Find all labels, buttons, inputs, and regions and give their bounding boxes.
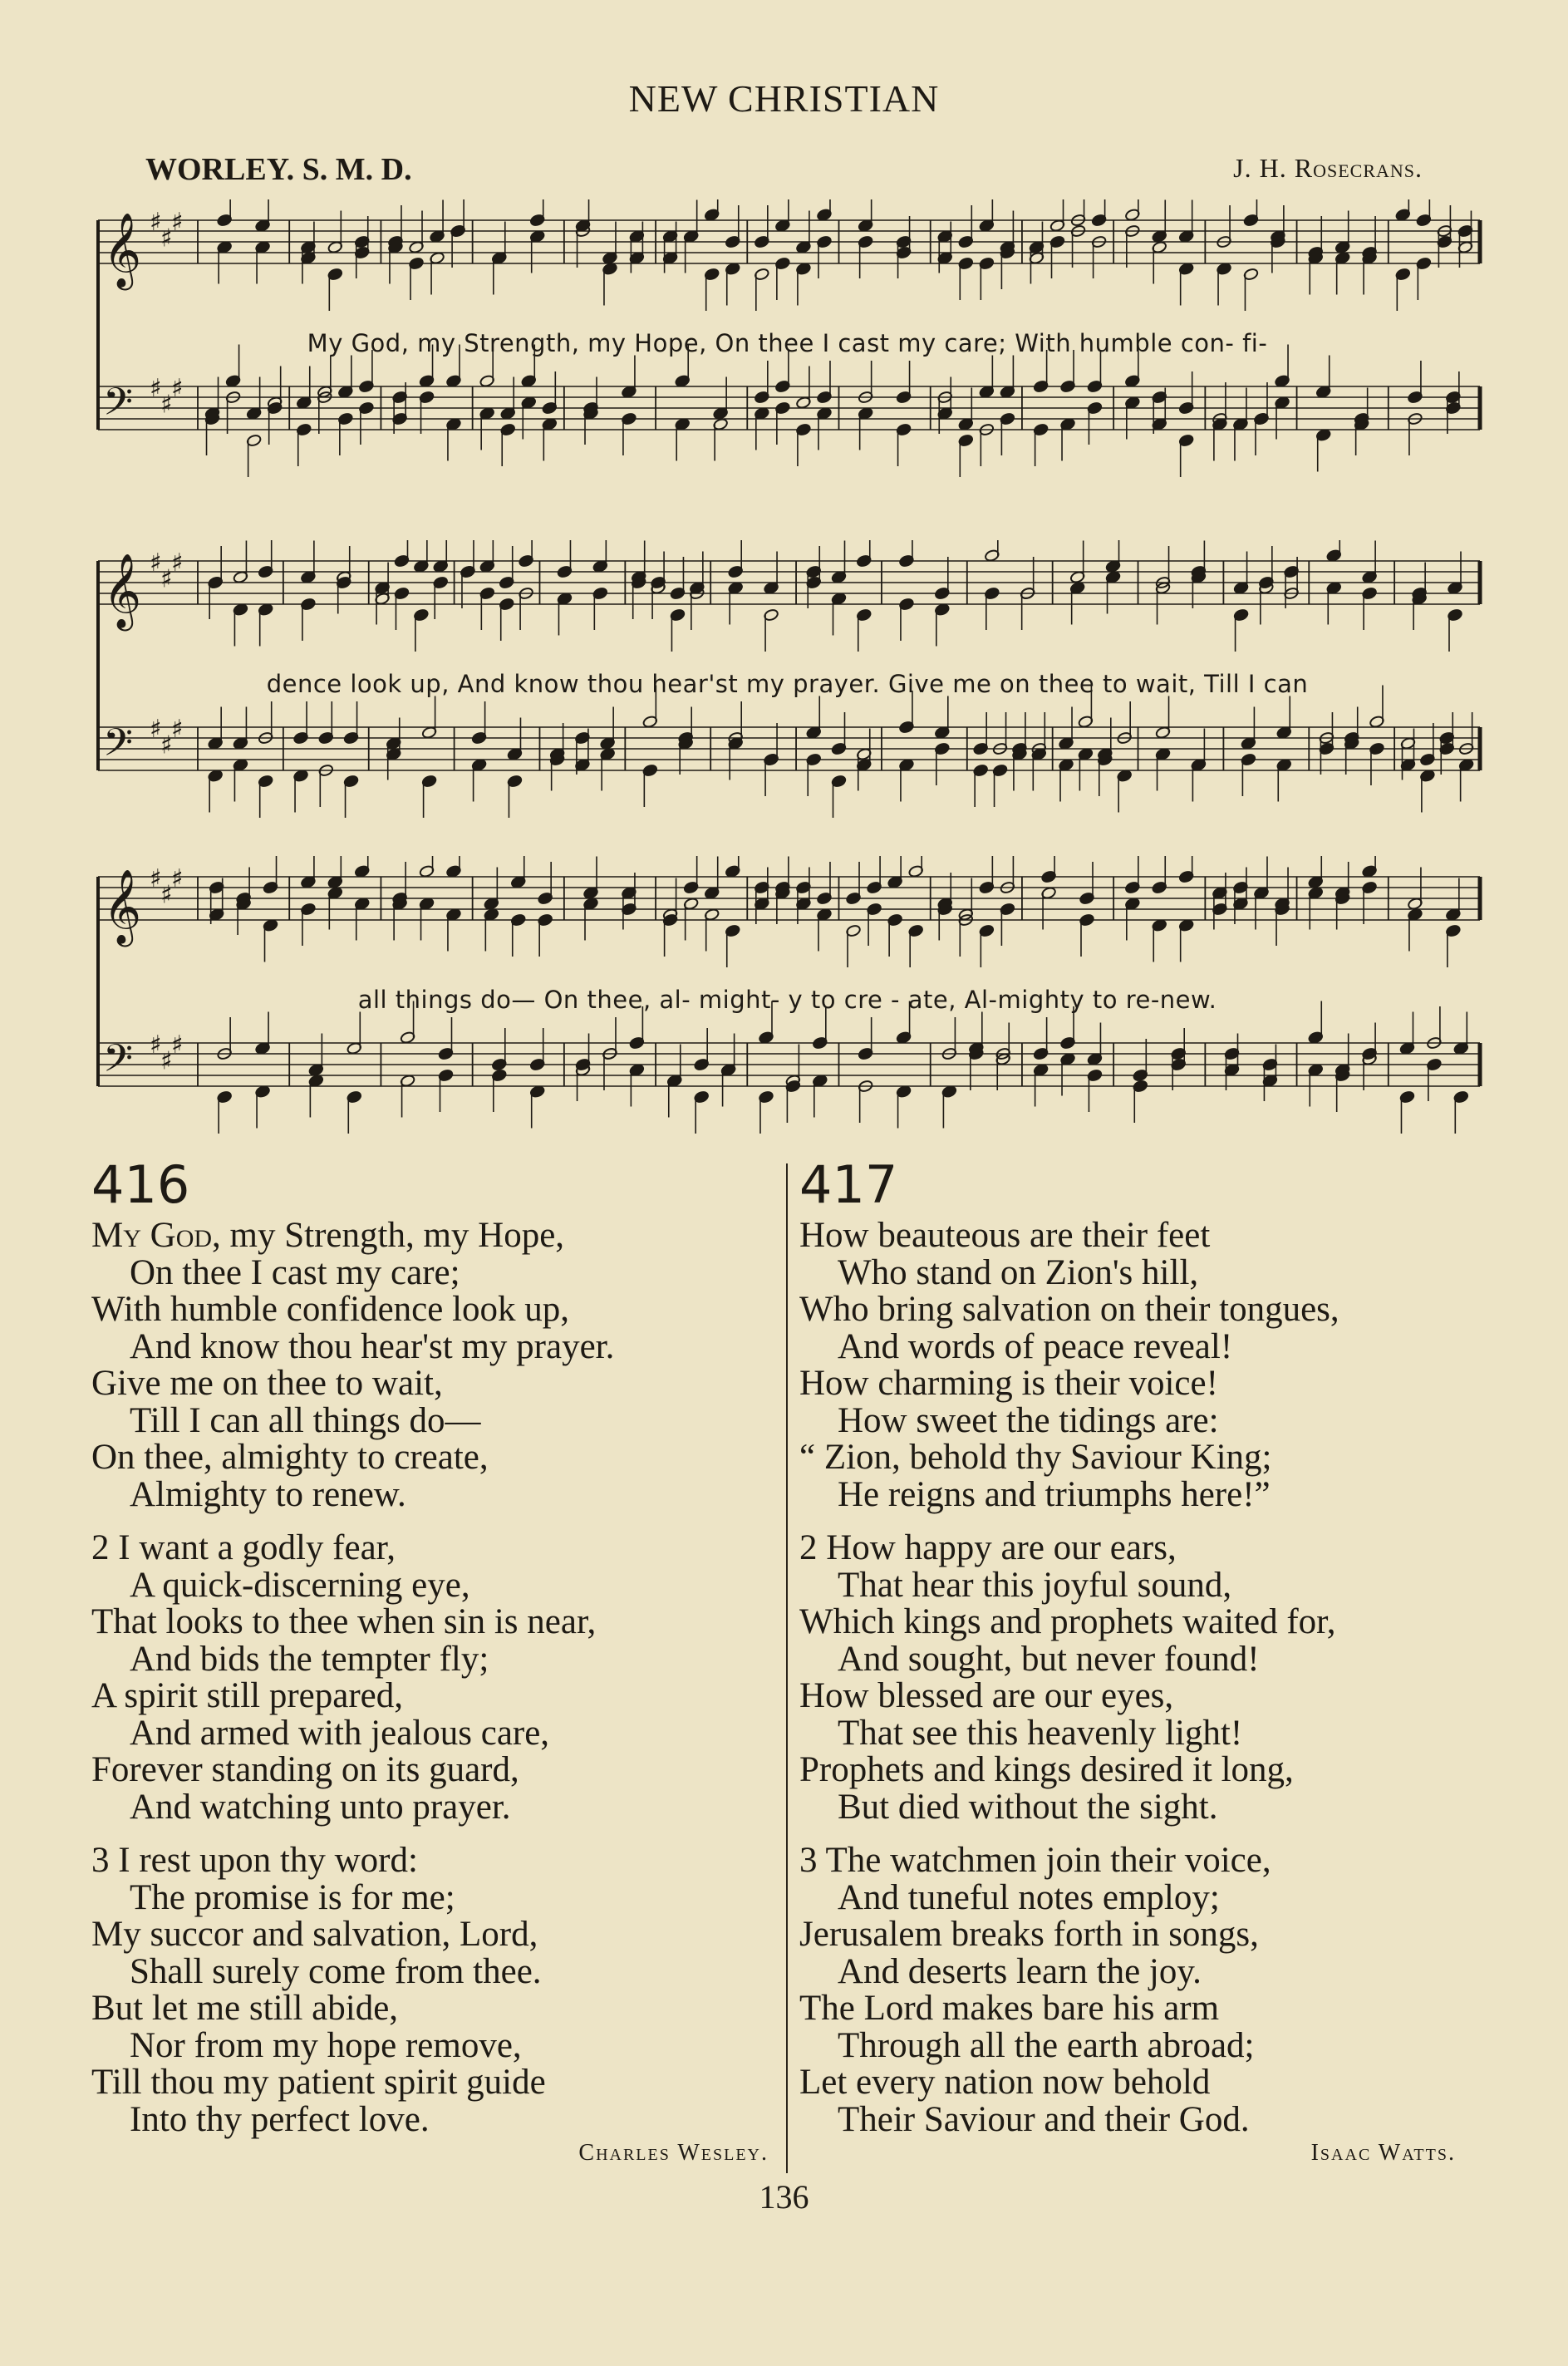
verse-line: 3 I rest upon thy word: bbox=[91, 1841, 418, 1880]
bass-staff bbox=[98, 345, 1480, 478]
verse-line: That looks to thee when sin is near, bbox=[91, 1602, 597, 1641]
hymn-number: 416 bbox=[91, 1154, 190, 1215]
verse-line: On thee, almighty to create, bbox=[91, 1438, 489, 1477]
verse-line: But died without the sight. bbox=[838, 1787, 1218, 1827]
lyrics-line-3: all things do— On thee, al- might- y to cre - ate, Al-mighty to re-new. bbox=[357, 986, 1217, 1014]
stanza-2 bbox=[799, 1530, 1489, 1826]
stanza-3 bbox=[799, 1842, 1489, 2138]
column-divider bbox=[786, 1163, 788, 2173]
verse-line: How beauteous are their feet bbox=[799, 1216, 1211, 1255]
verse-line: Prophets and kings desired it long, bbox=[799, 1750, 1294, 1789]
verse-line: The Lord makes bare his arm bbox=[799, 1989, 1220, 2028]
verse-line: Who stand on Zion's hill, bbox=[838, 1252, 1199, 1292]
tune-name: WORLEY. S. M. D. bbox=[145, 152, 412, 187]
lyrics-line-1: My God, my Strength, my Hope, On thee I cast my care; With humble con- fi- bbox=[307, 329, 1268, 357]
verse-line: That hear this joyful sound, bbox=[838, 1565, 1232, 1605]
sharp-icon: ♯ bbox=[171, 374, 184, 403]
composer: J. H. Rosecrans. bbox=[1233, 153, 1423, 183]
treble-clef-icon: 𝄞 bbox=[103, 553, 142, 628]
verse-line: That see this heavenly light! bbox=[838, 1713, 1243, 1753]
verse-line: How sweet the tidings are: bbox=[838, 1400, 1219, 1440]
page-number: 136 bbox=[759, 2178, 809, 2216]
treble-clef-icon: 𝄞 bbox=[103, 213, 142, 288]
sharp-icon: ♯ bbox=[160, 730, 173, 760]
verse-line: And sought, but never found! bbox=[838, 1639, 1260, 1679]
verse-line: And know thou hear'st my prayer. bbox=[130, 1326, 615, 1366]
sharp-icon: ♯ bbox=[160, 224, 173, 253]
verse-line: My succor and salvation, Lord, bbox=[91, 1915, 538, 1954]
verse-line: The promise is for me; bbox=[130, 1877, 455, 1917]
bass-staff bbox=[98, 686, 1480, 819]
hymn-number: 417 bbox=[799, 1154, 898, 1215]
verse-line bbox=[91, 1217, 777, 1255]
verse-line: Till I can all things do— bbox=[130, 1400, 481, 1440]
verse-line: A quick-discerning eye, bbox=[130, 1565, 470, 1605]
verse-line: 2 I want a godly fear, bbox=[91, 1528, 396, 1567]
sharp-icon: ♯ bbox=[171, 548, 184, 578]
verse-line: And bids the tempter fly; bbox=[130, 1639, 489, 1679]
verse-line: And tuneful notes employ; bbox=[838, 1877, 1220, 1917]
verse-line: And watching unto prayer. bbox=[130, 1787, 511, 1827]
verse-line: With humble confidence look up, bbox=[91, 1290, 570, 1329]
hymn-417 bbox=[799, 1154, 1489, 2167]
sharp-icon: ♯ bbox=[160, 880, 173, 910]
verse-line: But let me still abide, bbox=[91, 1989, 399, 2028]
sharp-icon: ♯ bbox=[171, 715, 184, 744]
verse-line: On thee I cast my care; bbox=[130, 1252, 460, 1292]
verse-line: Through all the earth abroad; bbox=[838, 2025, 1255, 2065]
bass-clef-icon: 𝄢 bbox=[103, 721, 134, 775]
sharp-icon: ♯ bbox=[150, 864, 162, 893]
hymn-author: Charles Wesley. bbox=[578, 2140, 769, 2166]
bass-clef-icon: 𝄢 bbox=[103, 380, 134, 434]
sharp-icon: ♯ bbox=[150, 1031, 162, 1060]
sharp-icon: ♯ bbox=[160, 564, 173, 594]
verse-line: And deserts learn the joy. bbox=[838, 1951, 1202, 1991]
sharp-icon: ♯ bbox=[150, 374, 162, 403]
verse-line: Forever standing on its guard, bbox=[91, 1750, 519, 1789]
sharp-icon: ♯ bbox=[150, 548, 162, 578]
lyrics-line-2: dence look up, And know thou hear'st my prayer. Give me on thee to wait, Till I can bbox=[266, 670, 1309, 698]
verse-line: Jerusalem breaks forth in songs, bbox=[799, 1915, 1259, 1954]
verse-line: Almighty to renew. bbox=[130, 1474, 406, 1514]
verse-line: 3 The watchmen join their voice, bbox=[799, 1841, 1271, 1880]
sharp-icon: ♯ bbox=[150, 715, 162, 744]
verse-line-text: my Strength, my Hope, bbox=[220, 1216, 565, 1255]
bass-clef-icon: 𝄢 bbox=[103, 1036, 134, 1090]
verse-line: He reigns and triumphs here!” bbox=[838, 1474, 1271, 1514]
verse-line: How blessed are our eyes, bbox=[799, 1676, 1174, 1715]
sharp-icon: ♯ bbox=[160, 390, 173, 420]
verse-line: Give me on thee to wait, bbox=[91, 1364, 443, 1403]
bass-staff bbox=[98, 1001, 1480, 1134]
sharp-icon: ♯ bbox=[160, 1046, 173, 1076]
sharp-icon: ♯ bbox=[171, 864, 184, 893]
verse-lead: My God, bbox=[91, 1216, 221, 1255]
verse-line: A spirit still prepared, bbox=[91, 1676, 403, 1715]
stanza-1 bbox=[91, 1217, 777, 1513]
treble-staff bbox=[98, 856, 1480, 967]
verse-line: And words of peace reveal! bbox=[838, 1326, 1233, 1366]
verse-line: And armed with jealous care, bbox=[130, 1713, 550, 1753]
verse-line: Who bring salvation on their tongues, bbox=[799, 1290, 1339, 1329]
stanza-3 bbox=[91, 1842, 777, 2138]
music-system-1 bbox=[91, 199, 1483, 490]
treble-clef-icon: 𝄞 bbox=[103, 869, 142, 944]
verse-line: Which kings and prophets waited for, bbox=[799, 1602, 1336, 1641]
hymn-416 bbox=[91, 1154, 777, 2167]
music-system-3 bbox=[91, 856, 1483, 1147]
sharp-icon: ♯ bbox=[150, 208, 162, 237]
treble-staff bbox=[98, 540, 1480, 652]
verse-line: Let every nation now behold bbox=[799, 2063, 1211, 2102]
verse-line: Their Saviour and their God. bbox=[838, 2099, 1250, 2139]
stanza-1 bbox=[799, 1217, 1489, 1513]
music-system-2 bbox=[91, 540, 1483, 831]
verse-line: Into thy perfect love. bbox=[130, 2099, 430, 2139]
sharp-icon: ♯ bbox=[171, 208, 184, 237]
verse-line: “ Zion, behold thy Saviour King; bbox=[799, 1438, 1272, 1477]
verse-line: 2 How happy are our ears, bbox=[799, 1528, 1177, 1567]
verse-line: How charming is their voice! bbox=[799, 1364, 1218, 1403]
sharp-icon: ♯ bbox=[171, 1031, 184, 1060]
stanza-2 bbox=[91, 1530, 777, 1826]
hymn-author: Isaac Watts. bbox=[1310, 2140, 1456, 2166]
verse-line: Nor from my hope remove, bbox=[130, 2025, 522, 2065]
verse-line: Shall surely come from thee. bbox=[130, 1951, 542, 1991]
verse-line: Till thou my patient spirit guide bbox=[91, 2063, 546, 2102]
treble-staff bbox=[98, 199, 1480, 311]
running-head: NEW CHRISTIAN bbox=[628, 77, 940, 120]
